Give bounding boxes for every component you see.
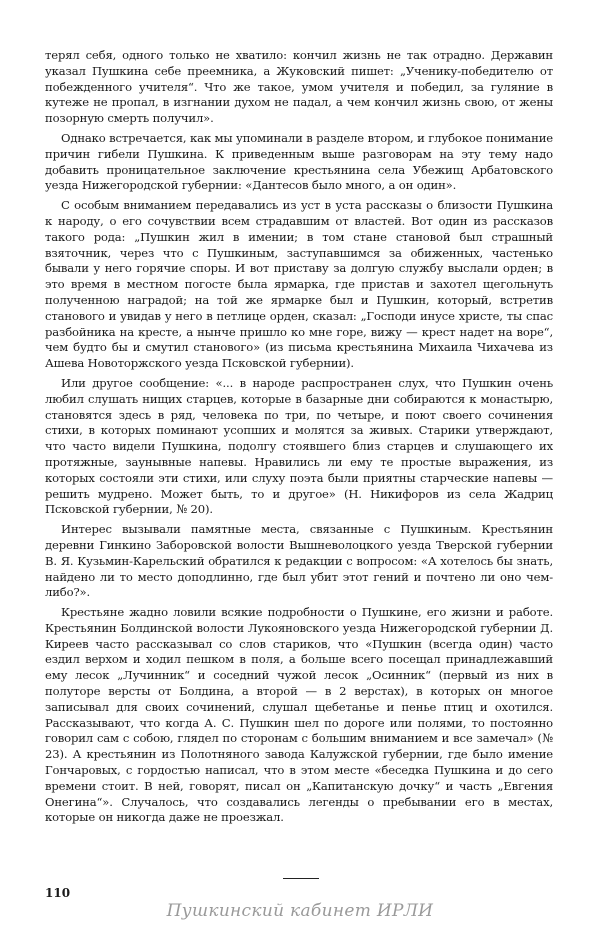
paragraph: Или другое сообщение: «... в народе распространен слух, что Пушкин очень любил слушать нищих старцев, которые в базарные дни собираются к монастырю, становятся здесь в ряд, человека по три, по четыре, и поют своего сочинения стихи, в которых поминают усопших и молятся за живых. Старики утверждают, что часто видели Пушкина, подолгу стоявшего близ старцев и слушающего их протяжные, заунывные напевы. Нравились ли ему те простые выражения, из которых состояли эти стихи, или слуху поэта были приятны старческие напевы — решить мудрено. Может быть, то и другое» (Н. Никифоров из села Жадриц Псковской губернии, № 20). — [45, 375, 553, 517]
paragraph: Интерес вызывали памятные места, связанные с Пушкиным. Крестьянин деревни Гинкино Заборовской волости Вышневолоцкого уезда Тверской губернии В. Я. Кузьмин-Карельский обратился к редакции с вопросом: «А хотелось бы знать, найдено ли то место доподлинно, где был убит этот гений и почтено ли оно чем-либо?». — [45, 522, 553, 600]
paragraph: С особым вниманием передавались из уст в уста рассказы о близости Пушкина к народу, о его сочувствии всем страдавшим от властей. Вот один из рассказов такого рода: „Пушкин жил в имении; в том стане становой был страшный взяточник, через что с Пушкиным, заступавшимся за обиженных, частенько бывали у него горячие споры. И вот приставу за долгую службу выслали орден; в это время в местном погосте была ярмарка, где пристав и захотел щегольнуть полученною наградой; на той же ярмарке был и Пушкин, который, встретив станового и увидав у него в петлице орден, сказал: „Господи инусе христе, ты спас разбойника на кресте, а нынче пришло ко мне горе, вижу — крест надет на воре“, чем будто бы и смутил станового» (из письма крестьянина Михаила Чихачева из Ашева Новоторжского уезда Псковской губернии). — [45, 198, 553, 371]
paragraph: терял себя, одного только не хватило: кончил жизнь не так отрадно. Державин указал Пушкина себе преемника, а Жуковский пишет: „Ученику-победителю от побежденного учителя“. Что же такое, умом учителя и победил, за гуляние в кутеже не пропал, в изгнании духом не падал, а чем кончил жизнь свою, от жены позорную смерть получил». — [45, 48, 553, 126]
footer-divider — [283, 878, 319, 879]
watermark: Пушкинский кабинет ИРЛИ — [166, 901, 434, 921]
page-number: 110 — [45, 886, 71, 900]
paragraph: Крестьяне жадно ловили всякие подробности о Пушкине, его жизни и работе. Крестьянин Болдинской волости Лукояновского уезда Нижегородской губернии Д. Киреев часто рассказывал со слов стариков, что «Пушкин (всегда один) часто ездил верхом и ходил пешком в поля, а больше всего посещал принадлежавший ему лесок „Лучинник“ и соседний чужой лесок „Осинник“ (первый из них в полуторе версты от Болдина, а второй — в 2 верстах), в которых он многое записывал для своих сочинений, слушал щебетанье и пенье птиц и охотился. Рассказывают, что когда А. С. Пушкин шел по дороге или полями, то постоянно говорил сам с собою, глядел по сторонам с большим вниманием и все замечал» (№ 23). А крестьянин из Полотняного завода Калужской губернии, где было имение Гончаровых, с гордостью написал, что в этом месте «беседка Пушкина и до сего времени стоит. В ней, говорят, писал он „Капитанскую дочку“ и часть „Евгения Онегина“». Случалось, что создавались легенды о пребывании его в местах, которые он никогда даже не проезжал. — [45, 605, 553, 825]
paragraph: Однако встречается, как мы упоминали в разделе втором, и глубокое понимание причин гибели Пушкина. К приведенным выше разговорам на эту тему надо добавить проницательное заключение крестьянина села Убежищ Арбатовского уезда Нижегородской губернии: «Дантесов было много, а он один». — [45, 130, 553, 193]
text-column — [45, 48, 553, 830]
